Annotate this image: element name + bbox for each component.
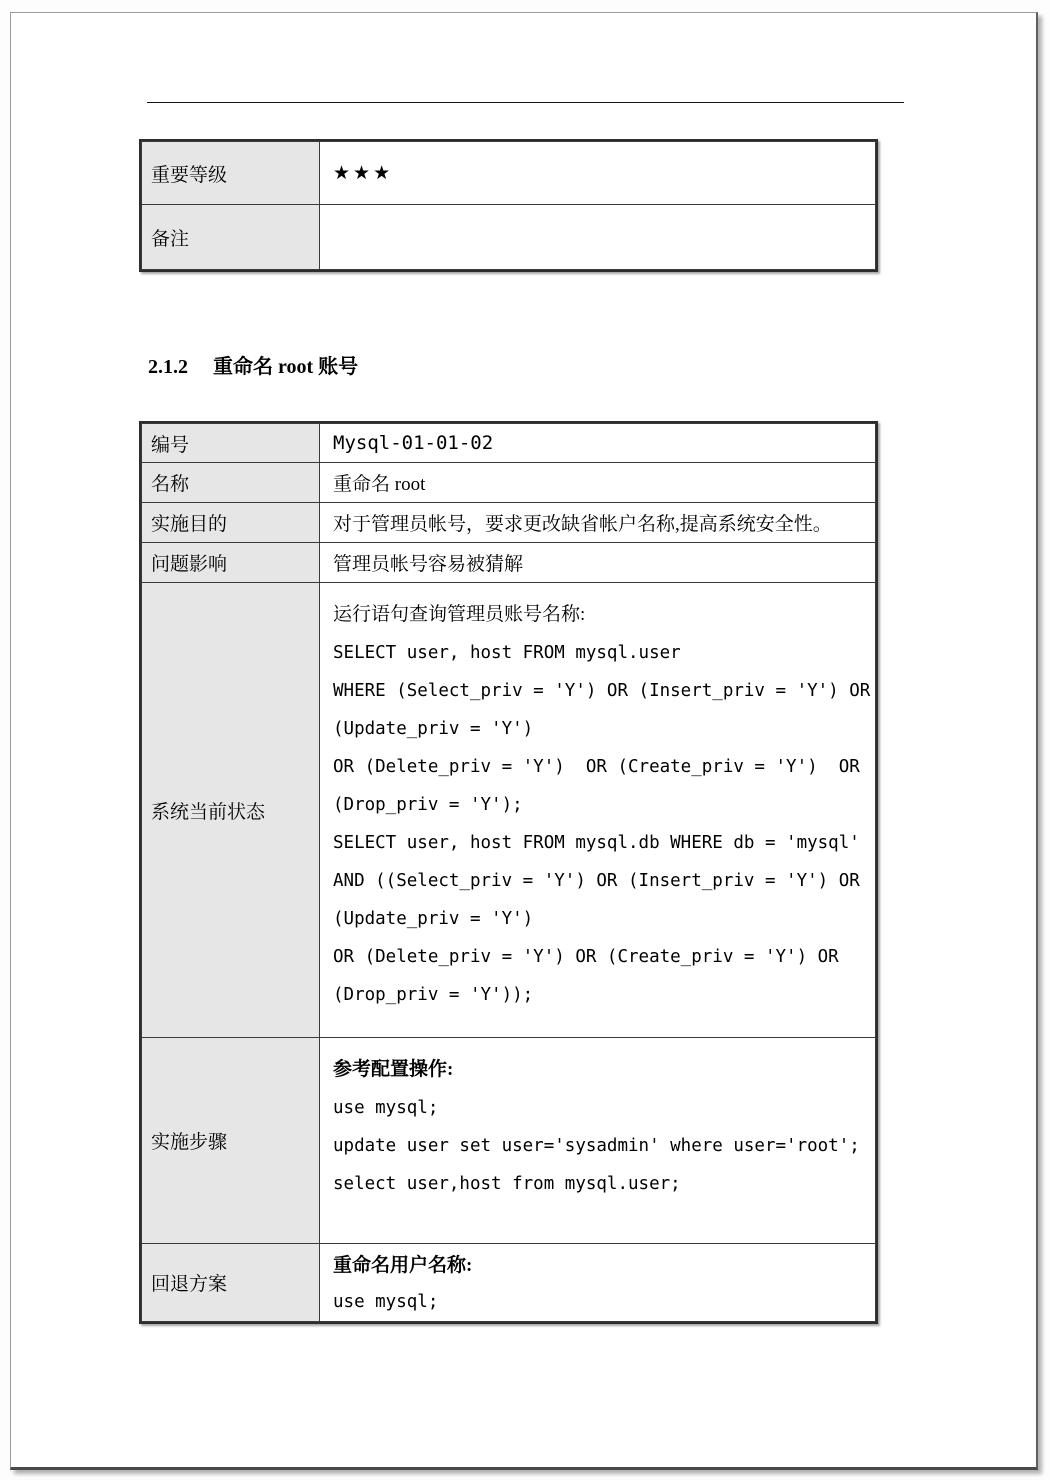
remarks-label: 备注 xyxy=(142,205,320,270)
impact-label: 问题影响 xyxy=(142,543,320,583)
sql-line: update user set user='sysadmin' where user='root'; xyxy=(333,1136,860,1156)
sql-line: OR (Delete_priv = 'Y') OR (Create_priv = 'Y') OR xyxy=(333,947,839,967)
section-heading xyxy=(148,353,358,381)
impact-value: 管理员帐号容易被猜解 xyxy=(320,543,876,583)
current-status-value xyxy=(320,583,876,1038)
purpose-label: 实施目的 xyxy=(142,503,320,543)
sql-line: WHERE (Select_priv = 'Y') OR (Insert_priv = 'Y') OR xyxy=(333,681,871,701)
current-status-label: 系统当前状态 xyxy=(142,583,320,1038)
rollback-intro-line: 重命名用户名称: xyxy=(333,1255,473,1276)
table-row xyxy=(142,463,876,503)
remarks-value xyxy=(320,205,876,270)
id-label: 编号 xyxy=(142,424,320,463)
id-value: Mysql-01-01-02 xyxy=(320,424,876,463)
importance-level-label: 重要等级 xyxy=(142,142,320,205)
section-number: 2.1.2 xyxy=(148,356,188,378)
table-row xyxy=(142,142,876,205)
sql-line: OR (Delete_priv = 'Y') OR (Create_priv = 'Y') OR xyxy=(333,757,860,777)
steps-intro-line: 参考配置操作: xyxy=(333,1059,454,1080)
sql-line: SELECT user, host FROM mysql.db WHERE db = 'mysql' xyxy=(333,833,860,853)
table-row xyxy=(142,424,876,463)
sql-line: (Update_priv = 'Y') xyxy=(333,909,534,929)
document-page xyxy=(10,12,1038,1470)
section-title: 重命名 root 账号 xyxy=(213,356,359,378)
sql-line: use mysql; xyxy=(333,1292,439,1312)
sql-line: select user,host from mysql.user; xyxy=(333,1174,681,1194)
purpose-value: 对于管理员帐号，要求更改缺省帐户名称,提高系统安全性。 xyxy=(320,503,876,543)
table-row xyxy=(142,543,876,583)
detail-table xyxy=(139,421,878,1324)
name-value: 重命名 root xyxy=(320,463,876,503)
sql-line: AND ((Select_priv = 'Y') OR (Insert_priv = 'Y') OR xyxy=(333,871,860,891)
table-row xyxy=(142,205,876,270)
importance-table xyxy=(139,139,878,272)
table-row xyxy=(142,1244,876,1322)
rollback-value xyxy=(320,1244,876,1322)
name-label: 名称 xyxy=(142,463,320,503)
table-row xyxy=(142,503,876,543)
sql-line: (Update_priv = 'Y') xyxy=(333,719,534,739)
table-row xyxy=(142,583,876,1038)
status-intro-line: 运行语句查询管理员账号名称: xyxy=(333,604,586,625)
sql-line: (Drop_priv = 'Y'); xyxy=(333,795,523,815)
table-row xyxy=(142,1038,876,1244)
rollback-label: 回退方案 xyxy=(142,1244,320,1322)
steps-value xyxy=(320,1038,876,1244)
sql-line: use mysql; xyxy=(333,1098,439,1118)
sql-line: SELECT user, host FROM mysql.user xyxy=(333,643,681,663)
steps-label: 实施步骤 xyxy=(142,1038,320,1244)
header-rule xyxy=(147,102,904,103)
importance-level-value: ★★★ xyxy=(320,142,876,205)
sql-line: (Drop_priv = 'Y')); xyxy=(333,985,534,1005)
